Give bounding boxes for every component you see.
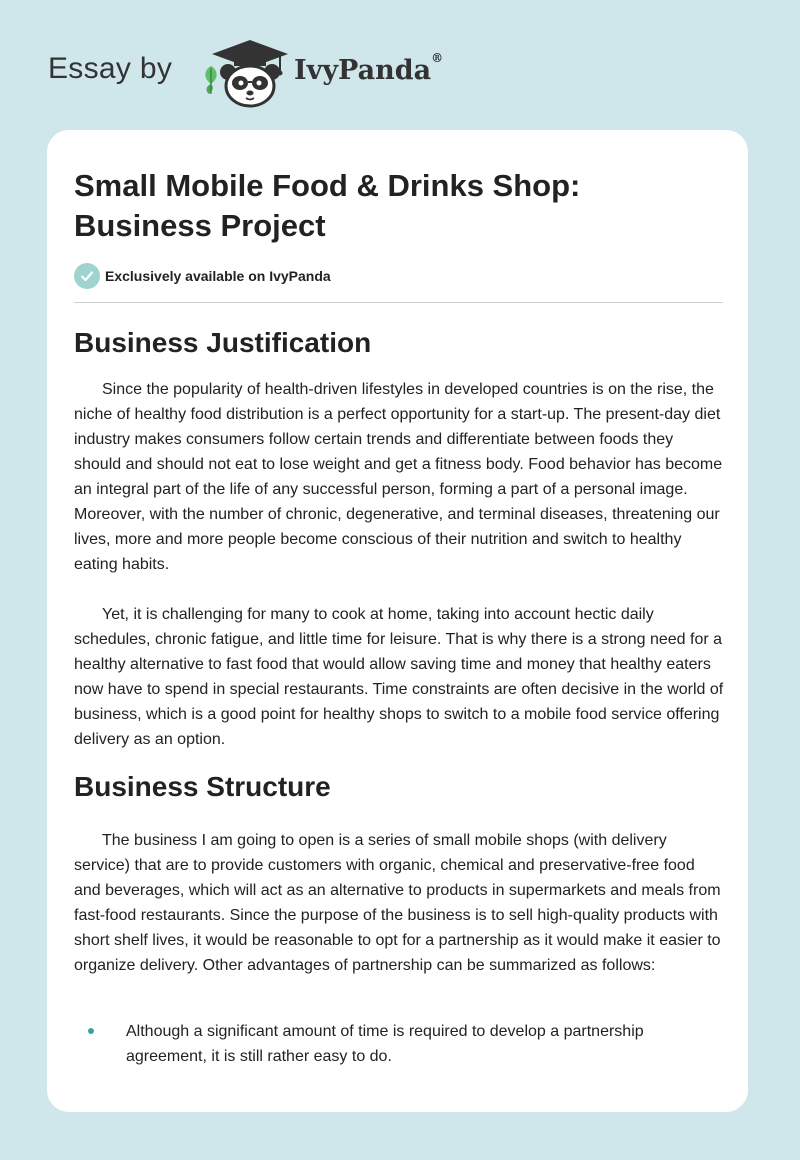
bullet-dot-icon <box>88 1028 94 1034</box>
paragraph: The business I am going to open is a series of small mobile shops (with delivery service) that are to provide customers with organic, chemical and preservative-free food and beverages, which will act as an alternative to products in supermarkets and meals from fast-food restaurants. Since the purpose of the business is to sell high-quality products with short shelf lives, it would be reasonable to opt for a partnership as it would make it easier to organize delivery. Other advantages of partnership can be summarized as follows: <box>74 832 721 974</box>
essay-card <box>47 130 748 1112</box>
divider <box>74 302 723 303</box>
page-title: Small Mobile Food & Drinks Shop: Business Project <box>74 168 581 243</box>
check-icon <box>74 263 100 289</box>
paragraph: Yet, it is challenging for many to cook at home, taking into account hectic daily schedules, chronic fatigue, and little time for leisure. That is why there is a strong need for a healthy alternative to fast food that would allow saving time and money that healthy eaters now have to spend in special restaurants. Time constraints are often decisive in the world of business, which is a good point for healthy shops to switch to a mobile food service offering delivery as an option. <box>74 606 724 748</box>
list-item-text: Although a significant amount of time is required to develop a partnership agreement, it is still rather easy to do. <box>126 1023 644 1065</box>
paragraph: Since the popularity of health-driven lifestyles in developed countries is on the rise, the niche of healthy food distribution is a perfect opportunity for a start-up. The present-day diet industry makes consumers follow certain trends and differentiate between foods they should and should not eat to lose weight and get a fitness body. Food behavior has become an integral part of the life of any successful person, forming a part of a personal image. Moreover, with the number of chronic, degenerative, and terminal diseases, threatening our lives, more and more people become conscious of their nutrition and switch to healthy eating habits. <box>74 381 723 573</box>
brand-header <box>0 0 800 130</box>
panda-logo-icon <box>210 38 290 108</box>
brand-name: IvyPanda® <box>294 51 444 86</box>
brand-prefix: Essay by <box>48 52 173 85</box>
section-heading-justification: Business Justification <box>74 327 372 358</box>
exclusive-badge <box>74 263 331 289</box>
section-heading-structure: Business Structure <box>74 771 331 802</box>
list-item <box>74 1019 724 1069</box>
exclusive-label: Exclusively available on IvyPanda <box>105 268 331 284</box>
